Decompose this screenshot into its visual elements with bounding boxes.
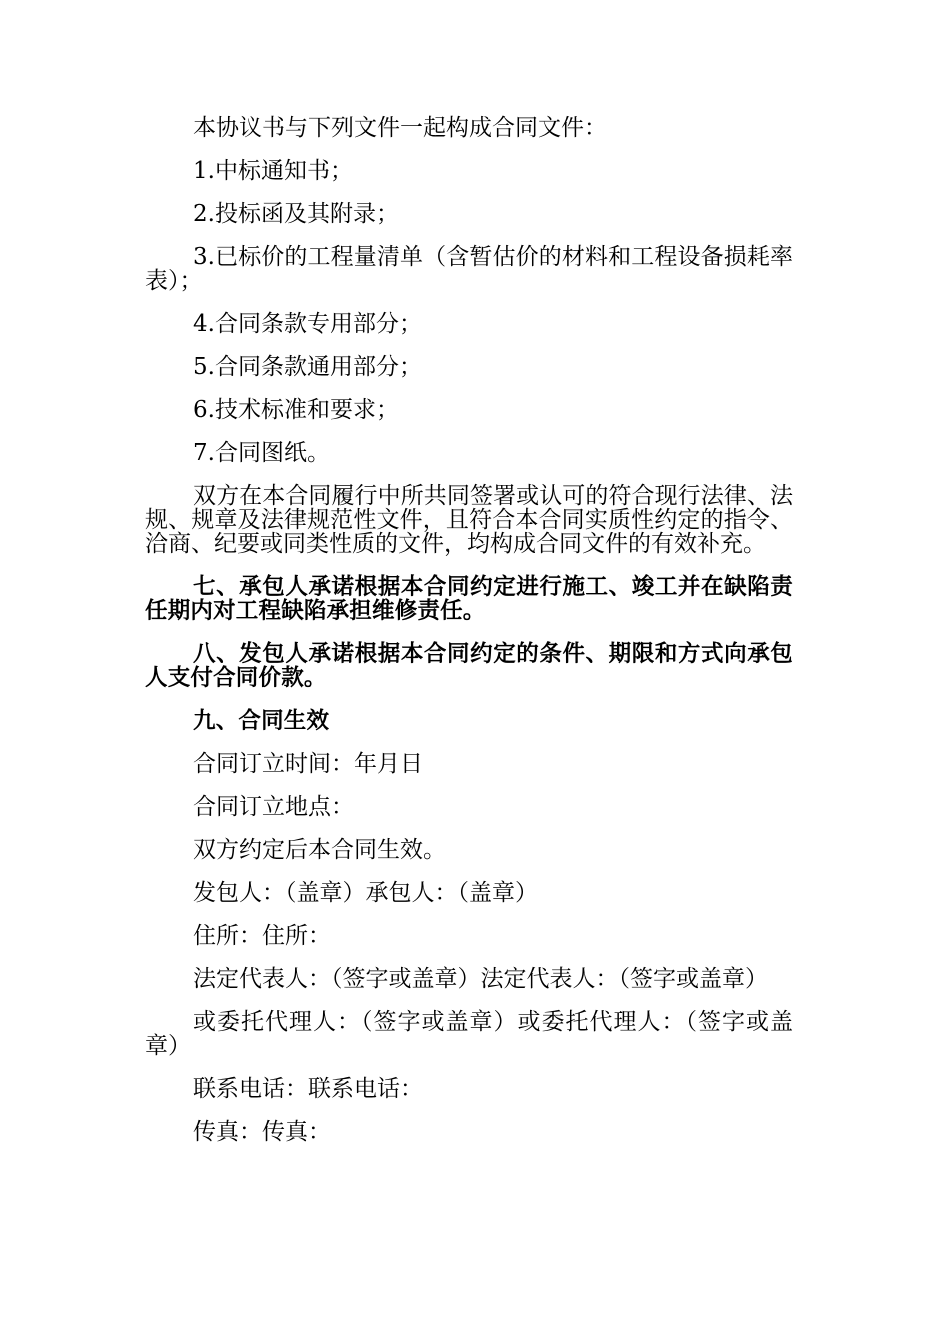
field-signing-place: 合同订立地点： — [193, 794, 354, 820]
field-parties-seal: 发包人：（盖章）承包人：（盖章） — [193, 880, 538, 906]
list-item-technical-standards: 6.技术标准和要求； — [193, 397, 399, 423]
section-contractor-commitment: 七、承包人承诺根据本合同约定进行施工、竣工并在缺陷责任期内对工程缺陷承担维修责任。 — [145, 574, 793, 624]
list-item-award-notice: 1.中标通知书； — [193, 158, 353, 184]
list-item-bill-of-quantities: 3.已标价的工程量清单（含暂估价的材料和工程设备损耗率表）； — [145, 244, 793, 294]
field-phone: 联系电话：联系电话： — [193, 1076, 423, 1102]
section-employer-commitment: 八、发包人承诺根据本合同约定的条件、期限和方式向承包人支付合同价款。 — [145, 641, 793, 691]
field-signing-date: 合同订立时间：年月日 — [193, 751, 423, 777]
document-page — [145, 116, 793, 1163]
field-legal-representative: 法定代表人：（签字或盖章）法定代表人：（签字或盖章） — [193, 966, 768, 992]
paragraph-effective-clause: 双方约定后本合同生效。 — [193, 837, 446, 863]
list-item-bid-letter: 2.投标函及其附录； — [193, 201, 399, 227]
list-item-special-terms: 4.合同条款专用部分； — [193, 311, 422, 337]
paragraph-intro: 本协议书与下列文件一起构成合同文件： — [193, 115, 607, 141]
field-address: 住所：住所： — [193, 923, 331, 949]
list-item-general-terms: 5.合同条款通用部分； — [193, 354, 422, 380]
list-item-drawings: 7.合同图纸。 — [193, 440, 330, 466]
field-fax: 传真：传真： — [193, 1119, 331, 1145]
section-contract-effective: 九、合同生效 — [193, 708, 330, 734]
paragraph-supplement: 双方在本合同履行中所共同签署或认可的符合现行法律、法规、规章及法律规范性文件，且符合本合同实质性约定的指令、洽商、纪要或同类性质的文件，均构成合同文件的有效补充。 — [145, 483, 793, 557]
field-authorized-agent: 或委托代理人：（签字或盖章）或委托代理人：（签字或盖章） — [145, 1009, 793, 1059]
